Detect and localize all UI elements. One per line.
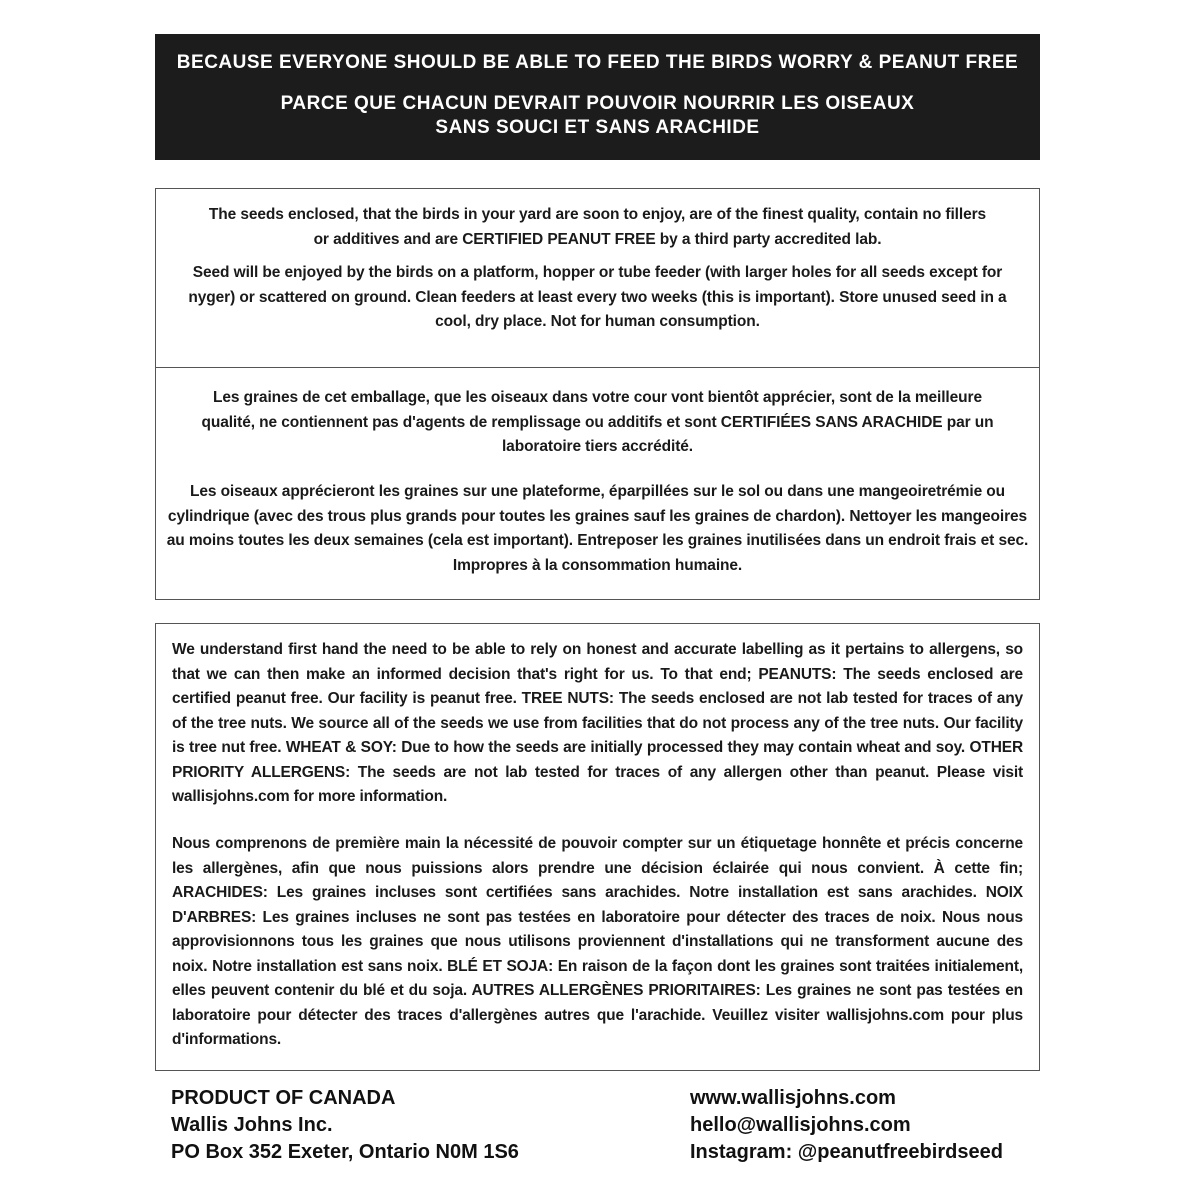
french-quality-paragraph: Les graines de cet emballage, que les oiseaux dans votre cour vont bientôt apprécier, sont de la meilleure qualité, ne contiennent pas d'agents de remplissage ou additifs et sont CERTIFIÉES SANS ARACHIDE par un laboratoire tiers accrédité. (201, 389, 994, 455)
allergen-info-box (155, 623, 1040, 1071)
banner-french-slogan-line2: SANS SOUCI ET SANS ARACHIDE (435, 117, 760, 138)
website-link[interactable]: www.wallisjohns.com (690, 1087, 896, 1109)
english-feeding-paragraph: Seed will be enjoyed by the birds on a platform, hopper or tube feeder (with larger holes for all seeds except for nyger) or scattered on ground. Clean feeders at least every two weeks (this is important). Store unused seed in a cool, dry place. Not for human consumption. (188, 264, 1007, 330)
language-divider (156, 367, 1039, 368)
banner-english-slogan: BECAUSE EVERYONE SHOULD BE ABLE TO FEED THE BIRDS WORRY & PEANUT FREE (176, 52, 1019, 73)
usage-info-box (155, 188, 1040, 600)
header-banner (155, 34, 1040, 160)
contact-info (690, 1085, 1003, 1166)
company-address: PO Box 352 Exeter, Ontario N0M 1S6 (171, 1141, 519, 1163)
french-allergen-statement: Nous comprenons de première main la nécessité de pouvoir compter sur un étiquetage honnête et précis concerne les allergènes, afin que nous puissions alors prendre une décision éclairée qui nous convient. À cette fin; ARACHIDES: Les graines incluses sont certifiées sans arachides. Notre installation est sans arachides. NOIX D'ARBRES: Les graines incluses ne sont pas testées en laboratoire pour détecter des traces de noix. Nous nous approvisionnons tous les graines que nous utilisons proviennent d'installations qui ne transforment aucune des noix. Notre installation est sans noix. BLÉ ET SOJA: En raison de la façon dont les graines sont traitées initialement, elles peuvent contenir du blé et du soja. AUTRES ALLERGÈNES PRIORITAIRES: Les graines ne sont pas testées en laboratoire pour détecter des traces d'allergènes autres que l'arachide. Veuillez visiter wallisjohns.com pour plus d'informations. (172, 835, 1023, 1048)
company-info (171, 1085, 519, 1166)
company-name: Wallis Johns Inc. (171, 1114, 333, 1136)
banner-french-slogan-line1: PARCE QUE CHACUN DEVRAIT POUVOIR NOURRIR LES OISEAUX (280, 93, 915, 114)
instagram-handle[interactable]: Instagram: @peanutfreebirdseed (690, 1141, 1003, 1163)
english-allergen-statement: We understand first hand the need to be able to rely on honest and accurate labelling as it pertains to allergens, so that we can then make an informed decision that's right for us. To that end; PEANUTS: The seeds enclosed are certified peanut free. Our facility is peanut free. TREE NUTS: The seeds enclosed are not lab tested for traces of any of the tree nuts. We source all of the seeds we use from facilities that do not process any of the tree nuts. Our facility is tree nut free. WHEAT & SOY: Due to how the seeds are initially processed they may contain wheat and soy. OTHER PRIORITY ALLERGENS: The seeds are not lab tested for traces of any allergen other than peanut. Please visit wallisjohns.com for more information. (172, 641, 1023, 805)
english-quality-paragraph: The seeds enclosed, that the birds in your yard are soon to enjoy, are of the finest quality, contain no fillers or additives and are CERTIFIED PEANUT FREE by a third party accredited lab. (208, 206, 987, 248)
french-feeding-paragraph: Les oiseaux apprécieront les graines sur une plateforme, éparpillées sur le sol ou dans une mangeoiretrémie ou cylindrique (avec des trous plus grands pour toutes les graines sauf les graines de chardon). Nettoyer les mangeoires au moins toutes les deux semaines (cela est important). Entreposer les graines inutilisées dans un endroit frais et sec. Impropres à la consommation humaine. (166, 483, 1029, 574)
email-link[interactable]: hello@wallisjohns.com (690, 1114, 911, 1136)
product-origin: PRODUCT OF CANADA (171, 1087, 396, 1109)
